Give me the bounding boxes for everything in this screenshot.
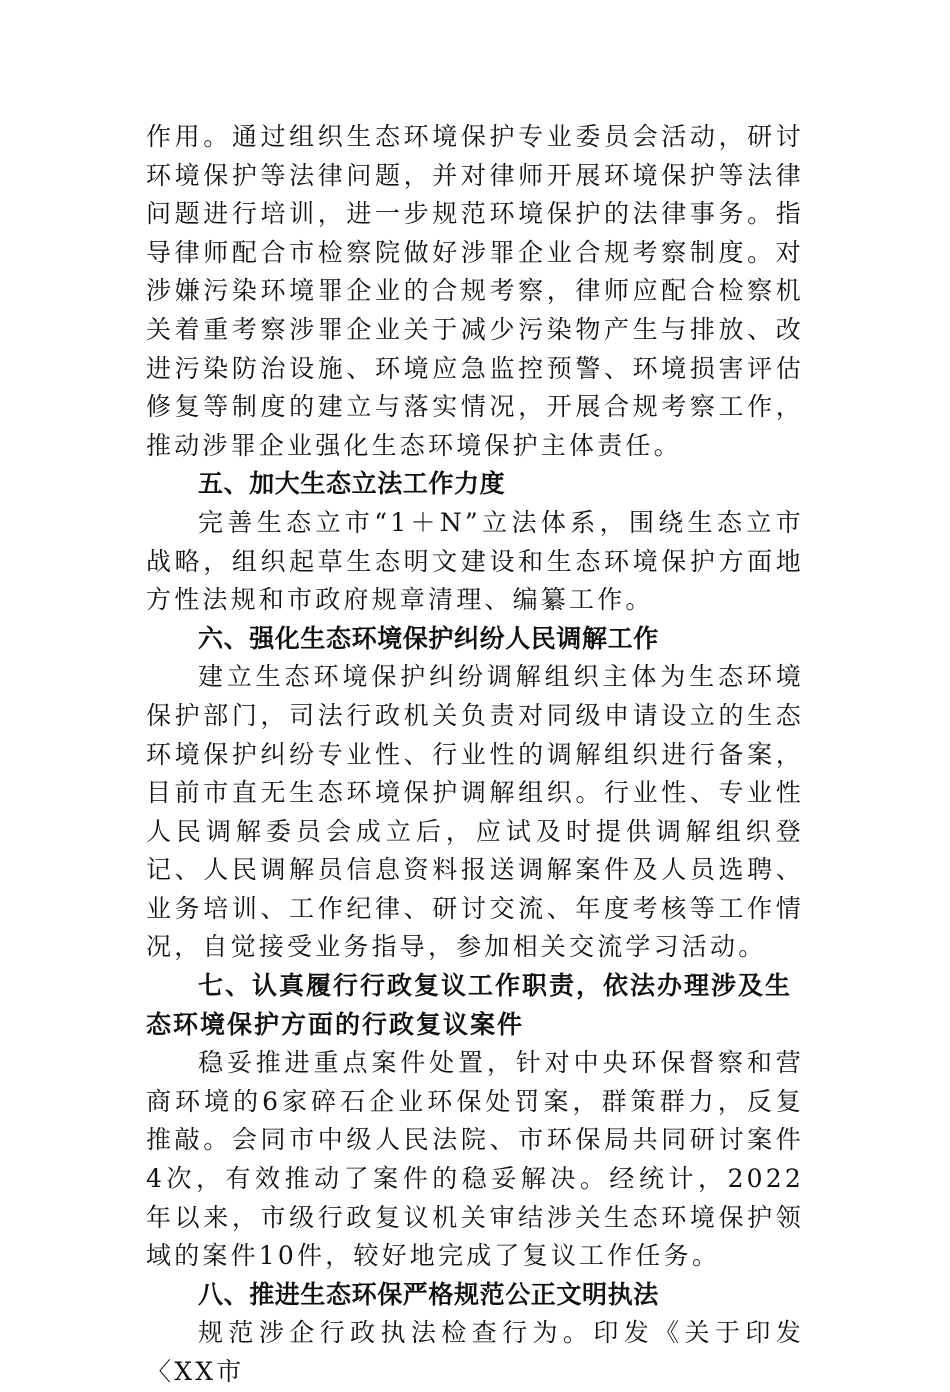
paragraph-7: 稳妥推进重点案件处置，针对中央环保督察和营商环境的6家碎石企业环保处罚案，群策群力，反复推敲。会同市中级人民法院、市环保局共同研讨案件4次，有效推动了案件的稳妥解决。经统计，2022年以来，市级行政复议机关审结涉关生态环境保护领域的案件10件，较好地完成了复议工作任务。 [146,1048,804,1271]
paragraph-5: 完善生态立市“1＋N”立法体系，围绕生态立市战略，组织起草生态明文建设和生态环境保护方面地方性法规和市政府规章清理、编纂工作。 [146,507,804,615]
section-heading-7: 七、认真履行行政复议工作职责，依法办理涉及生态环境保护方面的行政复议案件 [146,971,793,1039]
paragraph-6: 建立生态环境保护纠纷调解组织主体为生态环境保护部门，司法行政机关负责对同级申请设立的生态环境保护纠纷专业性、行业性的调解组织进行备案，目前市直无生态环境保护调解组织。行业性、专业性人民调解委员会成立后，应试及时提供调解组织登记、人民调解员信息资料报送调解案件及人员选聘、业务培训、工作纪律、研讨交流、年度考核等工作情况，自觉接受业务指导，参加相关交流学习活动。 [146,662,804,962]
paragraph-4-continued: 作用。通过组织生态环境保护专业委员会活动，研讨环境保护等法律问题，并对律师开展环境保护等法律问题进行培训，进一步规范环境保护的法律事务。指导律师配合市检察院做好涉罪企业合规考察制度。对涉嫌污染环境罪企业的合规考察，律师应配合检察机关着重考察涉罪企业关于减少污染物产生与排放、改进污染防治设施、环境应急监控预警、环境损害评估修复等制度的建立与落实情况，开展合规考察工作，推动涉罪企业强化生态环境保护主体责任。 [146,122,804,460]
section-heading-5: 五、加大生态立法工作力度 [198,469,506,499]
document-page [146,118,804,1392]
section-heading-6: 六、强化生态环境保护纠纷人民调解工作 [198,623,659,653]
paragraph-8: 规范涉企行政执法检查行为。印发《关于印发〈XX市 [146,1318,804,1386]
section-heading-8: 八、推进生态环保严格规范公正文明执法 [198,1279,659,1309]
